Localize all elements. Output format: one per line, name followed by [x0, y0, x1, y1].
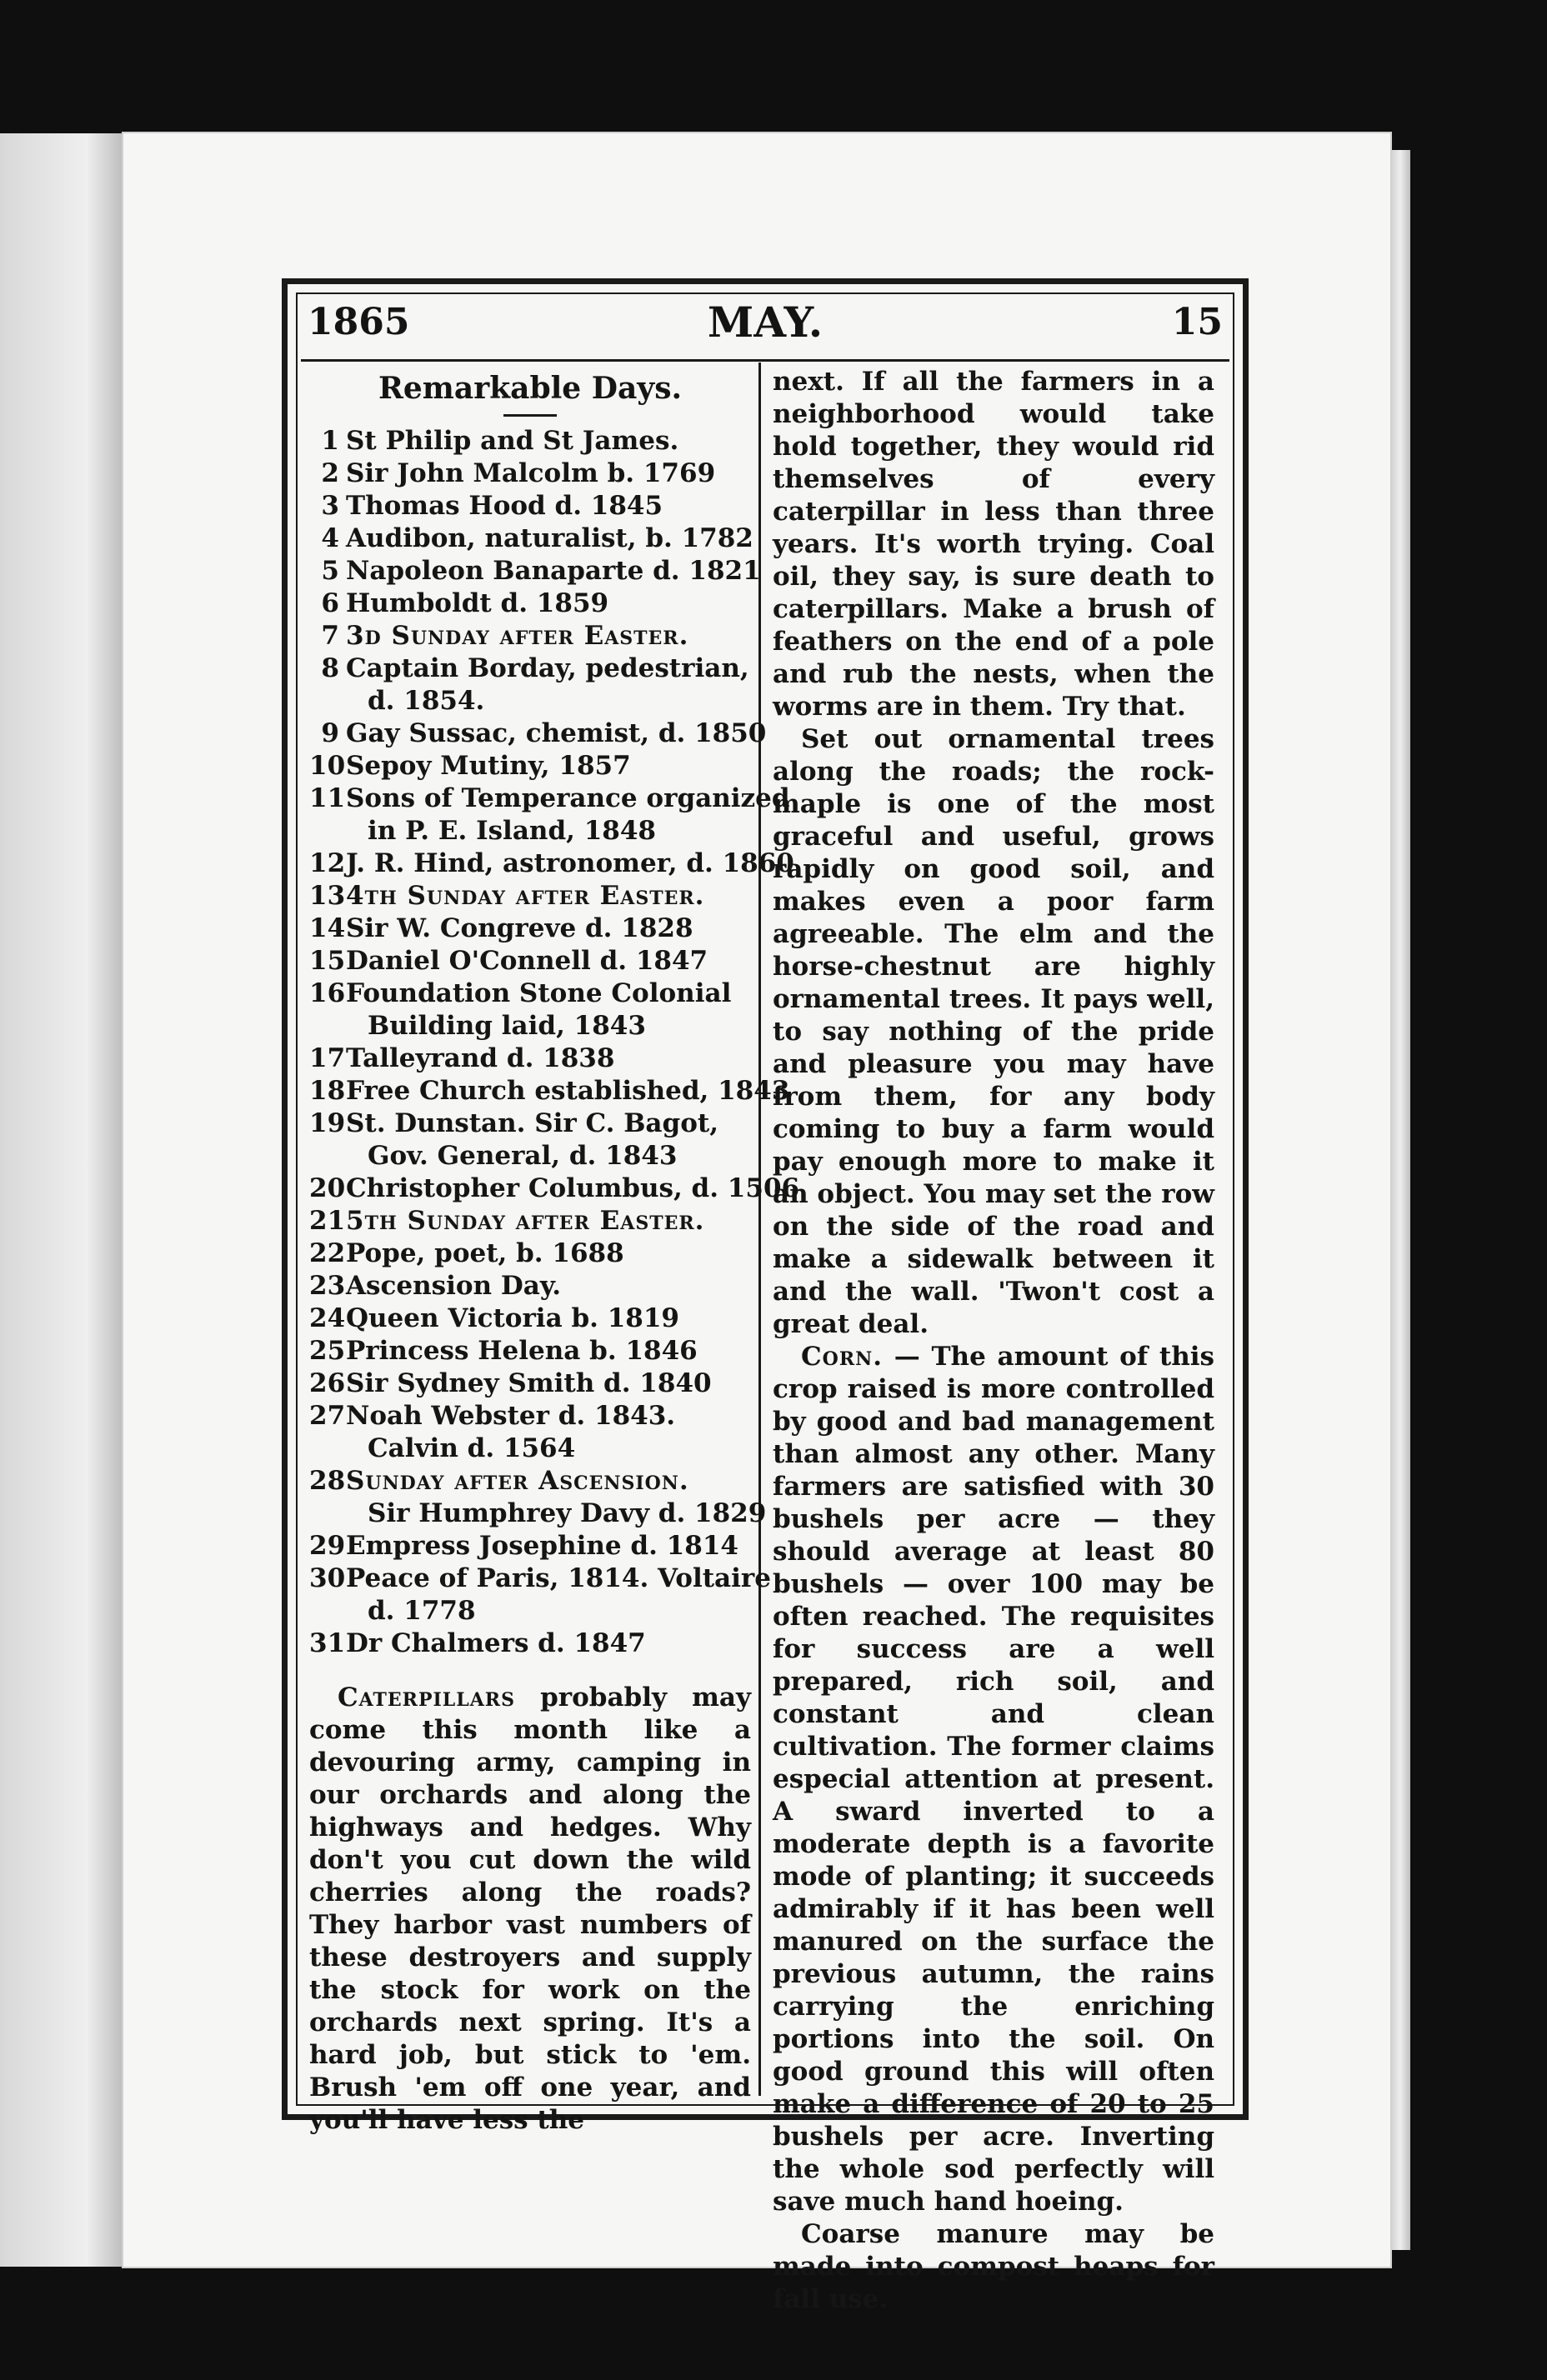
- day-number: 6: [321, 588, 339, 618]
- day-text: d. 1854.: [368, 686, 485, 716]
- day-number: 10: [309, 751, 346, 781]
- day-number: 9: [321, 718, 339, 748]
- remarkable-day-item: [309, 1270, 751, 1302]
- day-text: Gay Sussac, chemist, d. 1850: [346, 718, 767, 748]
- remarkable-day-item: [309, 848, 794, 880]
- day-text: Building laid, 1843: [368, 1011, 646, 1041]
- remarkable-day-item: [309, 1368, 751, 1400]
- left-column: [309, 366, 800, 2137]
- day-number: 31: [309, 1628, 346, 1658]
- day-text: J. R. Hind, astronomer, d. 1860: [346, 848, 794, 878]
- day-text: Thomas Hood d. 1845: [346, 491, 663, 521]
- day-text: Princess Helena b. 1846: [346, 1336, 698, 1366]
- remarkable-day-item: [309, 458, 751, 490]
- day-text: Napoleon Banaparte d. 1821: [346, 556, 761, 586]
- day-text: Captain Borday, pedestrian,: [346, 653, 749, 683]
- day-text: Sir John Malcolm b. 1769: [346, 458, 716, 488]
- day-text: in P. E. Island, 1848: [368, 816, 656, 846]
- day-text: Peace of Paris, 1814. Voltaire: [346, 1563, 771, 1593]
- page-header: [301, 289, 1229, 362]
- remarkable-day-item: [309, 555, 761, 588]
- header-month: MAY.: [707, 298, 824, 347]
- day-number: 12: [309, 848, 346, 878]
- corn-paragraph: [773, 1341, 1214, 2218]
- day-text: Empress Josephine d. 1814: [346, 1531, 738, 1561]
- remarkable-day-item: [309, 1562, 771, 1595]
- remarkable-day-item: [309, 425, 751, 458]
- day-number: 3: [321, 491, 339, 521]
- day-number: 15: [309, 946, 346, 976]
- day-text: Pope, poet, b. 1688: [346, 1238, 624, 1268]
- remarkable-day-item: [309, 1042, 751, 1075]
- day-number: 22: [309, 1238, 346, 1268]
- day-text: Dr Chalmers d. 1847: [346, 1628, 646, 1658]
- day-number: 28: [309, 1466, 346, 1496]
- day-number: 27: [309, 1401, 346, 1431]
- remarkable-day-item: [309, 490, 751, 522]
- day-text: Foundation Stone Colonial: [346, 978, 732, 1008]
- day-text: Noah Webster d. 1843.: [346, 1401, 676, 1431]
- page-frame: [282, 278, 1249, 2314]
- remarkable-day-item: [309, 815, 751, 848]
- remarkable-day-item: [309, 1238, 751, 1270]
- day-text: Humboldt d. 1859: [346, 588, 609, 618]
- day-number: 24: [309, 1303, 346, 1333]
- day-text: Daniel O'Connell d. 1847: [346, 946, 708, 976]
- remarkable-day-item: [309, 685, 751, 718]
- left-page-edge: [0, 133, 123, 2267]
- remarkable-day-item: [309, 1010, 751, 1042]
- day-text: 3d Sunday after Easter.: [346, 621, 689, 651]
- remarkable-day-item: [309, 1595, 751, 1628]
- remarkable-day-item: [309, 1498, 767, 1530]
- remarkable-day-item: [309, 588, 751, 620]
- day-text: Sir Humphrey Davy d. 1829: [368, 1498, 767, 1528]
- day-text: Gov. General, d. 1843: [368, 1141, 678, 1171]
- remarkable-day-item: [309, 1205, 751, 1238]
- remarkable-day-item: [309, 1628, 751, 1660]
- header-year: 1865: [308, 301, 410, 343]
- caterpillars-lead: Caterpillars: [338, 1682, 515, 1712]
- remarkable-day-item: [309, 1400, 751, 1432]
- right-paragraph-4: Coarse manure may be made into compost heaps for fall use.: [773, 2219, 1214, 2314]
- day-text: Sepoy Mutiny, 1857: [346, 751, 631, 781]
- day-text: 5th Sunday after Easter.: [346, 1206, 705, 1236]
- remarkable-day-item: [309, 945, 751, 978]
- day-text: Sons of Temperance organized: [346, 783, 790, 813]
- day-number: 16: [309, 978, 346, 1008]
- day-text: Sunday after Ascension.: [346, 1466, 689, 1496]
- remarkable-day-item: [309, 1530, 751, 1562]
- right-page-edge: [1390, 150, 1410, 2250]
- day-number: 23: [309, 1271, 346, 1301]
- day-number: 19: [309, 1108, 346, 1138]
- remarkable-day-item: [309, 620, 751, 652]
- day-number: 29: [309, 1531, 346, 1561]
- remarkable-day-item: [309, 750, 751, 782]
- day-text: Calvin d. 1564: [368, 1433, 576, 1463]
- day-number: 4: [321, 523, 339, 553]
- title-rule: [503, 414, 557, 417]
- day-number: 11: [309, 783, 346, 813]
- remarkable-day-item: [309, 1302, 751, 1335]
- remarkable-day-item: [309, 978, 751, 1010]
- day-text: Free Church established, 1843: [346, 1076, 790, 1106]
- remarkable-day-item: [309, 1465, 751, 1498]
- day-text: Talleyrand d. 1838: [346, 1043, 615, 1073]
- day-number: 8: [321, 653, 339, 683]
- remarkable-day-item: [309, 1075, 790, 1108]
- remarkable-days-list: [309, 425, 800, 1660]
- day-text: Sir Sydney Smith d. 1840: [346, 1368, 712, 1398]
- day-text: St Philip and St James.: [346, 426, 679, 456]
- remarkable-day-item: [309, 1432, 751, 1465]
- day-number: 1: [321, 426, 339, 456]
- corn-lead: Corn.: [801, 1342, 884, 1372]
- corn-text: — The amount of this crop raised is more controlled by good and bad management than almost any other. Many farmers are satisfied with 30 bushels per acre — they should average at least 80 bushels — over 100 may be often reached. The requisites for success are a well prepared, rich soil, and constant and clean cultivation. The former claims especial attention at present. A sward inverted to a moderate depth is a favorite mode of planting; it succeeds admirably if it has been well manured on the surface the previous autumn, the rains carrying the enriching portions into the soil. On good ground this will often make a difference of 20 to 25 bushels per acre. Inverting the whole sod perfectly will save much hand hoeing.: [773, 1342, 1214, 2217]
- day-number: 26: [309, 1368, 346, 1398]
- remarkable-days-title: Remarkable Days.: [378, 371, 683, 406]
- day-text: St. Dunstan. Sir C. Bagot,: [346, 1108, 718, 1138]
- day-number: 13: [309, 881, 346, 911]
- caterpillars-text: probably may come this month like a devouring army, camping in our orchards and along the highways and hedges. Why don't you cut down the wild cherries along the roads? They harbor vast numbers of these destroyers and supply the stock for work on the orchards next spring. It's a hard job, but stick to 'em. Brush 'em off one year, and you'll have less the: [309, 1682, 752, 2135]
- day-text: Ascension Day.: [346, 1271, 562, 1301]
- day-number: 2: [321, 458, 339, 488]
- day-text: Sir W. Congreve d. 1828: [346, 913, 693, 943]
- right-paragraph-1: next. If all the farmers in a neighborhood would take hold together, they would rid themselves of every caterpillar in less than three years. It's worth trying. Coal oil, they say, is sure death to caterpillars. Make a brush of feathers on the end of a pole and rub the nests, when the worms are in them. Try that.: [773, 367, 1214, 722]
- remarkable-day-item: [309, 1172, 800, 1205]
- remarkable-day-item: [309, 912, 751, 945]
- day-text: 4th Sunday after Easter.: [346, 881, 705, 911]
- remarkable-day-item: [309, 1140, 751, 1172]
- day-number: 25: [309, 1336, 346, 1366]
- remarkable-day-item: [309, 782, 790, 815]
- day-number: 7: [321, 621, 339, 651]
- remarkable-day-item: [309, 1335, 751, 1368]
- header-page-number: 15: [1171, 301, 1223, 343]
- day-number: 30: [309, 1563, 346, 1593]
- day-number: 21: [309, 1206, 346, 1236]
- right-column: [773, 366, 1214, 2316]
- caterpillars-paragraph: [309, 1682, 751, 2137]
- day-number: 20: [309, 1173, 346, 1203]
- right-paragraph-2: Set out ornamental trees along the roads; the rock-maple is one of the most graceful and useful, grows rapidly on good soil, and makes even a poor farm agreeable. The elm and the horse-chestnut are highly ornamental trees. It pays well, to say nothing of the pride and pleasure you may have from them, for any body coming to buy a farm would pay enough more to make it an object. You may set the row on the side of the road and make a sidewalk between it and the wall. 'Twon't cost a great deal.: [773, 724, 1214, 1339]
- remarkable-day-item: [309, 1108, 751, 1140]
- day-text: Queen Victoria b. 1819: [346, 1303, 680, 1333]
- day-text: d. 1778: [368, 1596, 476, 1626]
- day-number: 14: [309, 913, 346, 943]
- remarkable-day-item: [309, 718, 767, 750]
- day-text: Audibon, naturalist, b. 1782: [346, 523, 753, 553]
- remarkable-day-item: [309, 652, 751, 685]
- column-divider: [758, 362, 761, 2096]
- remarkable-day-item: [309, 880, 751, 912]
- remarkable-day-item: [309, 522, 751, 555]
- day-number: 5: [321, 556, 339, 586]
- day-number: 17: [309, 1043, 346, 1073]
- day-number: 18: [309, 1076, 346, 1106]
- day-text: Christopher Columbus, d. 1506: [346, 1173, 800, 1203]
